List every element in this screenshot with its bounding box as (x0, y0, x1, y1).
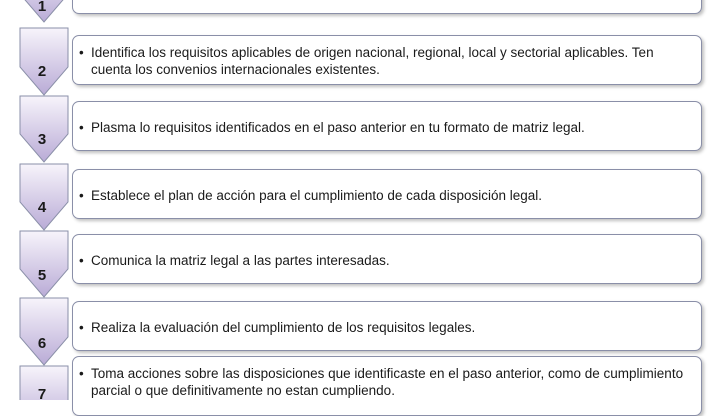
step-text-6: Realiza la evaluación del cumplimiento de los requisitos legales. (91, 320, 476, 335)
step-number-1: 1 (37, 0, 47, 15)
step-box-3 (72, 101, 702, 151)
step-box-5 (72, 234, 702, 284)
step-box-1 (72, 0, 702, 14)
step-arrow-4 (20, 164, 68, 230)
step-text-3: Plasma lo requisitos identificados en el paso anterior en tu formato de matriz legal. (91, 120, 585, 135)
bullet-icon: • (79, 320, 84, 335)
step-arrow-5 (20, 231, 68, 297)
step-number-7: 7 (37, 386, 47, 403)
bullet-icon: • (79, 188, 84, 203)
bullet-icon: • (79, 45, 84, 60)
step-number-5: 5 (37, 267, 47, 284)
step-arrow-6 (20, 298, 68, 365)
bullet-icon: • (79, 366, 84, 381)
step-arrow-3 (20, 96, 68, 162)
step-number-4: 4 (37, 199, 47, 216)
bullet-icon: • (79, 120, 84, 135)
step-number-6: 6 (37, 335, 47, 352)
step-box-4 (72, 169, 702, 219)
step-text-2: Identifica los requisitos aplicables de origen nacional, regional, local y sectorial aplicables. Ten cuenta los convenios internacionales existentes. (91, 45, 654, 77)
step-arrow-2 (20, 28, 68, 95)
step-box-6 (72, 301, 702, 351)
step-text-4: Establece el plan de acción para el cumplimiento de cada disposición legal. (91, 188, 543, 203)
step-number-2: 2 (37, 63, 47, 80)
step-number-3: 3 (37, 131, 47, 148)
step-box-2 (72, 35, 702, 85)
step-box-7 (72, 356, 702, 416)
step-text-5: Comunica la matriz legal a las partes interesadas. (91, 253, 390, 268)
bullet-icon: • (79, 253, 84, 268)
step-text-7: Toma acciones sobre las disposiciones que identificaste en el paso anterior, como de cumplimiento parcial o que definitivamente no estan cumpliendo. (91, 366, 684, 398)
